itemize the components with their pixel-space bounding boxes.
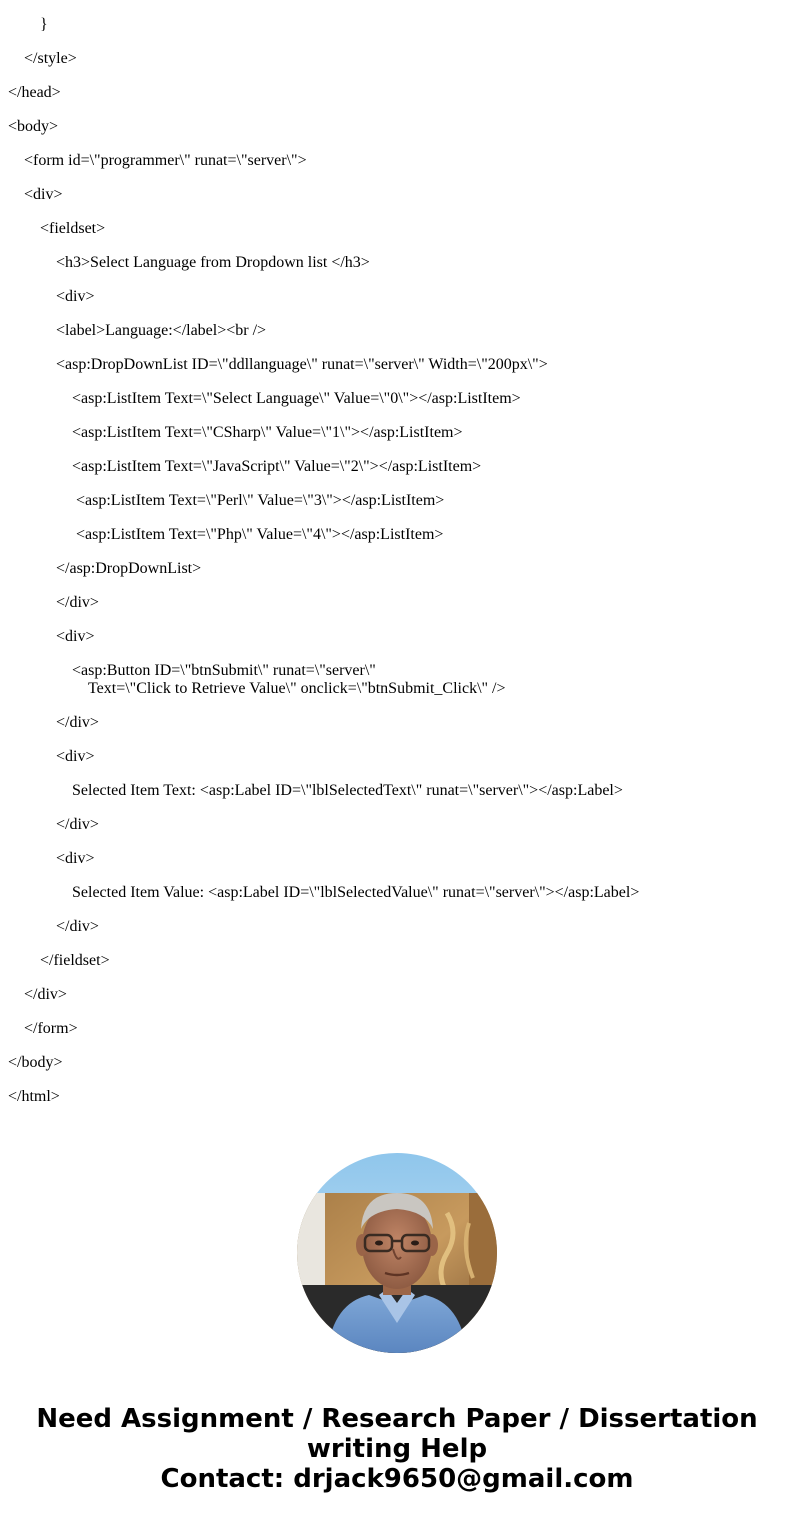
code-line: </div>: [56, 714, 99, 731]
code-line: <div>: [56, 850, 95, 867]
code-line: }: [40, 16, 48, 33]
code-line: </body>: [8, 1054, 63, 1071]
contact-email: Contact: drjack9650@gmail.com: [160, 1464, 634, 1494]
code-line: </style>: [24, 50, 77, 67]
code-line: <div>: [24, 186, 63, 203]
code-line: </div>: [56, 594, 99, 611]
code-line: <asp:ListItem Text=\"CSharp\" Value=\"1\"></asp:ListItem>: [72, 424, 463, 441]
code-line: </div>: [56, 816, 99, 833]
code-line: Text=\"Click to Retrieve Value\" onclick=\"btnSubmit_Click\" />: [88, 680, 506, 697]
code-line: <asp:ListItem Text=\"Select Language\" Value=\"0\"></asp:ListItem>: [72, 390, 521, 407]
code-line: </html>: [8, 1088, 60, 1105]
code-line: <asp:Button ID=\"btnSubmit\" runat=\"server\": [72, 662, 376, 679]
code-line: Selected Item Text: <asp:Label ID=\"lblSelectedText\" runat=\"server\"></asp:Label>: [72, 782, 623, 799]
banner-line-2: writing Help: [306, 1434, 488, 1464]
code-line: <form id=\"programmer\" runat=\"server\">: [24, 152, 307, 169]
code-line: </form>: [24, 1020, 78, 1037]
code-line: </asp:DropDownList>: [56, 560, 202, 577]
code-line: <asp:DropDownList ID=\"ddllanguage\" runat=\"server\" Width=\"200px\">: [56, 356, 548, 373]
contact-banner: [0, 1404, 794, 1494]
banner-line-1: Need Assignment / Research Paper / Dissertation: [36, 1404, 758, 1434]
code-line: <fieldset>: [40, 220, 106, 237]
code-line: </head>: [8, 84, 61, 101]
code-line: <asp:ListItem Text=\"Php\" Value=\"4\"></asp:ListItem>: [76, 526, 444, 543]
code-line: <label>Language:</label><br />: [56, 322, 267, 339]
code-line: <body>: [8, 118, 59, 135]
code-line: <div>: [56, 628, 95, 645]
author-avatar: [297, 1153, 497, 1353]
code-line: </div>: [24, 986, 67, 1003]
code-line: Selected Item Value: <asp:Label ID=\"lblSelectedValue\" runat=\"server\"></asp:Label>: [72, 884, 640, 901]
code-line: <div>: [56, 748, 95, 765]
code-line: <div>: [56, 288, 95, 305]
code-line: <h3>Select Language from Dropdown list </h3>: [56, 254, 370, 271]
author-portrait-image: [297, 1153, 497, 1353]
code-line: <asp:ListItem Text=\"Perl\" Value=\"3\"></asp:ListItem>: [76, 492, 445, 509]
code-line: </div>: [56, 918, 99, 935]
code-line: <asp:ListItem Text=\"JavaScript\" Value=\"2\"></asp:ListItem>: [72, 458, 482, 475]
code-line: </fieldset>: [40, 952, 110, 969]
